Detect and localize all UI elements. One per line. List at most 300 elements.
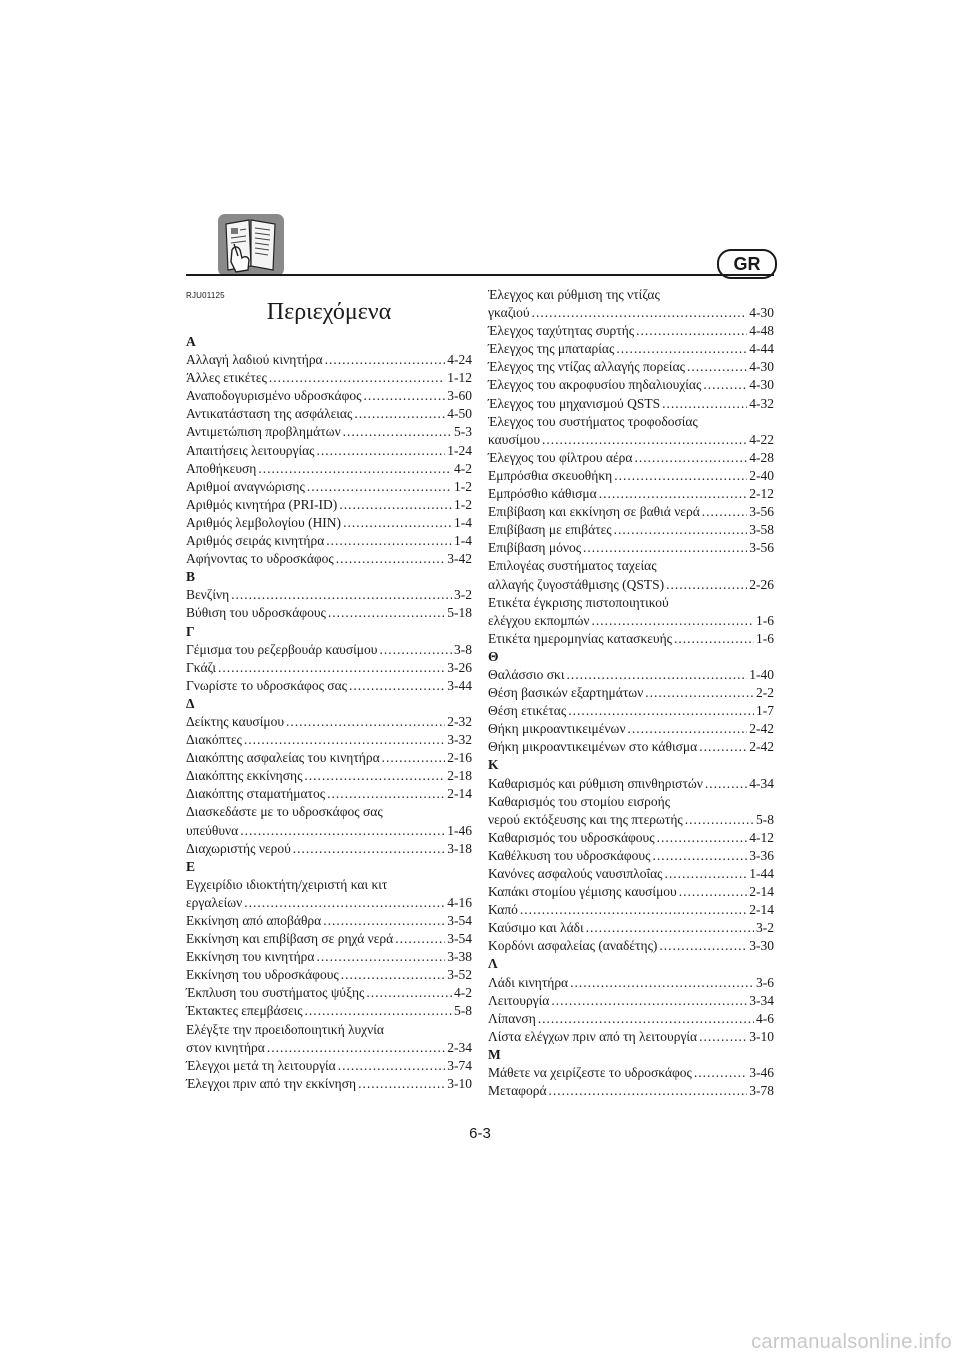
entry-page-ref: 3-26 (447, 659, 472, 675)
toc-entry (186, 532, 472, 550)
toc-entry (488, 775, 774, 793)
entry-label: Λίπανση (488, 1010, 536, 1026)
dot-leader (659, 937, 747, 955)
toc-entry (186, 713, 472, 731)
entry-row (488, 829, 774, 847)
entry-label: Βενζίνη (186, 587, 230, 603)
dot-leader (520, 901, 747, 919)
entry-page-ref: 3-18 (447, 840, 472, 856)
dot-leader (665, 865, 748, 883)
entry-row (488, 684, 774, 702)
entry-page-ref: 3-10 (749, 1028, 774, 1044)
entry-page-ref: 2-42 (749, 739, 774, 755)
dot-leader (568, 702, 754, 720)
toc-entry (186, 876, 472, 912)
dot-leader (338, 1057, 445, 1075)
toc-entry (488, 485, 774, 503)
entry-row (186, 641, 472, 659)
entry-row (186, 550, 472, 568)
entry-label: Κορδόνι ασφαλείας (αναδέτης) (488, 938, 658, 954)
entry-row (488, 1010, 774, 1028)
dot-leader (327, 785, 445, 803)
entry-row (186, 894, 472, 912)
dot-leader (551, 992, 747, 1010)
entry-label: Θήκη μικροαντικειμένων (488, 721, 626, 737)
entry-page-ref: 1-12 (447, 370, 472, 386)
entry-label: Δείκτης καυσίμου (186, 713, 285, 729)
dot-leader (343, 514, 452, 532)
dot-leader (269, 369, 445, 387)
entry-row (186, 442, 472, 460)
page-number: 6-3 (469, 1125, 491, 1142)
entry-row (488, 865, 774, 883)
toc-entry (186, 803, 472, 839)
toc-entry (186, 840, 472, 858)
toc-entry (186, 984, 472, 1002)
entry-page-ref: 2-16 (447, 750, 472, 766)
dot-leader (702, 503, 747, 521)
entry-label: αλλαγής ζυγοστάθμισης (QSTS) (488, 576, 665, 592)
watermark: carmanualsonline.info (751, 1331, 952, 1353)
toc-entry (186, 966, 472, 984)
entry-label-line: Έλεγχος του συστήματος τροφοδοσίας (488, 413, 698, 429)
toc-entry (186, 405, 472, 423)
entry-page-ref: 4-28 (749, 449, 774, 465)
entry-row (186, 1075, 472, 1093)
entry-label: Καπάκι στομίου γέμισης καυσίμου (488, 884, 677, 900)
entry-page-ref: 1-2 (454, 478, 472, 494)
entry-label: Εκκίνηση και επιβίβαση σε ρηχά νερά (186, 931, 394, 947)
toc-entry (488, 992, 774, 1010)
toc-entry (488, 720, 774, 738)
entry-label: Έκπλυση του συστήματος ψύξης (186, 985, 365, 1001)
index-letter: Λ (488, 956, 498, 972)
toc-entry (488, 358, 774, 376)
entry-row (488, 720, 774, 738)
entry-page-ref: 2-14 (447, 786, 472, 802)
entry-label-line: Ελέγξτε την προειδοποιητική λυχνία (186, 1021, 384, 1037)
entry-label: ελέγχου εκπομπών (488, 612, 590, 628)
dot-leader (231, 586, 452, 604)
entry-page-ref: 3-30 (749, 938, 774, 954)
toc-entry (488, 974, 774, 992)
dot-leader (666, 576, 747, 594)
entry-row (488, 340, 774, 358)
dot-leader (566, 666, 747, 684)
toc-entry (488, 630, 774, 648)
entry-label: Έλεγχος ταχύτητας συρτής (488, 323, 635, 339)
entry-label: Αναποδογυρισμένο υδροσκάφος (186, 388, 362, 404)
dot-leader (616, 340, 747, 358)
entry-row (488, 775, 774, 793)
entry-label: Άλλες ετικέτες (186, 370, 267, 386)
dot-leader (258, 460, 452, 478)
entry-row (186, 912, 472, 930)
entry-page-ref: 5-8 (454, 1003, 472, 1019)
entry-page-ref: 4-12 (749, 829, 774, 845)
entry-label: Απαιτήσεις λειτουργίας (186, 442, 315, 458)
index-letter: Κ (488, 757, 499, 773)
toc-entry (488, 467, 774, 485)
entry-row (186, 930, 472, 948)
entry-page-ref: 4-30 (749, 305, 774, 321)
toc-entry (186, 912, 472, 930)
entry-row (186, 659, 472, 677)
entry-row (488, 304, 774, 322)
entry-label: Καθαρισμός και ρύθμιση σπινθηριστών (488, 775, 703, 791)
entry-row (488, 883, 774, 901)
entry-label: Γέμισμα του ρεζερβουάρ καυσίμου (186, 641, 378, 657)
toc-entry (488, 449, 774, 467)
entry-page-ref: 4-30 (749, 377, 774, 393)
entry-label: Θέση βασικών εξαρτημάτων (488, 685, 644, 701)
toc-entry (186, 604, 472, 622)
dot-leader (218, 659, 445, 677)
entry-page-ref: 3-56 (749, 540, 774, 556)
dot-leader (652, 847, 747, 865)
entry-label: Εκκίνηση του υδροσκάφους (186, 967, 339, 983)
entry-label: Κανόνες ασφαλούς ναυσιπλοΐας (488, 866, 663, 881)
dot-leader (591, 612, 754, 630)
dot-leader (662, 395, 747, 413)
entry-label: Καύσιμο και λάδι (488, 920, 584, 936)
entry-page-ref: 1-7 (756, 703, 774, 719)
toc-entry (186, 460, 472, 478)
entry-row (488, 937, 774, 955)
entry-label: Εμπρόσθιο κάθισμα (488, 486, 597, 502)
entry-page-ref: 1-6 (756, 630, 774, 646)
entry-row (186, 405, 472, 423)
dot-leader (307, 478, 452, 496)
entry-label: Έλεγχος του μηχανισμού QSTS (488, 395, 661, 411)
dot-leader (538, 1010, 754, 1028)
entry-label: Αριθμός κινητήρα (PRI-ID) (186, 496, 338, 512)
toc-entry (186, 423, 472, 441)
entry-label-line: Καθαρισμός του στομίου εισροής (488, 793, 671, 809)
toc-entry (488, 521, 774, 539)
entry-row (186, 713, 472, 731)
entry-label: Αντικατάσταση της ασφάλειας (186, 406, 353, 422)
dot-leader (323, 912, 445, 930)
dot-leader (674, 630, 754, 648)
entry-row (186, 478, 472, 496)
entry-row (488, 666, 774, 684)
entry-row (186, 423, 472, 441)
entry-row (488, 1064, 774, 1082)
entry-page-ref: 4-34 (749, 775, 774, 791)
toc-entry (488, 1064, 774, 1082)
entry-row (488, 630, 774, 648)
dot-leader (583, 539, 747, 557)
dot-leader (240, 822, 445, 840)
toc-entry (186, 641, 472, 659)
toc-entry (186, 1057, 472, 1075)
entry-page-ref: 3-60 (447, 388, 472, 404)
dot-leader (326, 532, 452, 550)
dot-leader (532, 304, 748, 322)
toc-entry (186, 731, 472, 749)
toc-entry (488, 919, 774, 937)
entry-row (488, 539, 774, 557)
toc-entry (488, 738, 774, 756)
dot-leader (349, 677, 445, 695)
reading-manual-icon (218, 214, 284, 276)
entry-label: Μεταφορά (488, 1083, 547, 1099)
toc-entry (186, 785, 472, 803)
entry-label: Έλεγχοι πριν από την εκκίνηση (186, 1075, 357, 1091)
entry-page-ref: 3-56 (749, 504, 774, 520)
entry-row (488, 811, 774, 829)
entry-row (186, 840, 472, 858)
index-letter: Α (186, 334, 196, 349)
entry-label: Εκκίνηση του κινητήρα (186, 949, 315, 965)
entry-label: Αριθμός λεμβολογίου (HIN) (186, 514, 342, 530)
dot-leader (599, 485, 748, 503)
entry-row (186, 749, 472, 767)
dot-leader (317, 948, 446, 966)
dot-leader (343, 423, 452, 441)
entry-page-ref: 1-46 (447, 822, 472, 838)
toc-entry (488, 594, 774, 630)
toc-entry (488, 847, 774, 865)
dot-leader (634, 449, 747, 467)
dot-leader (366, 984, 452, 1002)
dot-leader (679, 883, 748, 901)
dot-leader (244, 731, 445, 749)
entry-label: Εμπρόσθια σκευοθήκη (488, 467, 613, 483)
entry-page-ref: 3-2 (756, 920, 774, 936)
entry-label: Αποθήκευση (186, 460, 257, 476)
entry-label: Λάδι κινητήρα (488, 974, 569, 990)
entry-page-ref: 4-2 (454, 985, 472, 1001)
entry-page-ref: 3-32 (447, 732, 472, 748)
entry-page-ref: 4-30 (749, 359, 774, 375)
toc-entry (488, 702, 774, 720)
entry-page-ref: 4-2 (454, 460, 472, 476)
toc-entry (186, 550, 472, 568)
entry-row (488, 376, 774, 394)
toc-entry (488, 937, 774, 955)
entry-row (488, 1028, 774, 1046)
index-letter: Δ (186, 695, 195, 711)
toc-column-left (186, 333, 472, 1093)
toc-entry (186, 496, 472, 514)
entry-row (488, 901, 774, 919)
entry-page-ref: 2-26 (749, 576, 774, 592)
dot-leader (570, 974, 754, 992)
entry-page-ref: 1-6 (756, 612, 774, 628)
entry-row (488, 992, 774, 1010)
entry-page-ref: 1-4 (454, 533, 472, 549)
entry-page-ref: 5-3 (454, 424, 472, 440)
entry-row (186, 966, 472, 984)
entry-label: Αριθμοί αναγνώρισης (186, 478, 305, 494)
dot-leader (328, 604, 445, 622)
index-letter: Θ (488, 648, 499, 664)
entry-row (186, 604, 472, 622)
dot-leader (325, 351, 446, 369)
entry-row (186, 1002, 472, 1020)
dot-leader (293, 840, 445, 858)
entry-page-ref: 1-44 (749, 866, 774, 881)
entry-row (186, 1057, 472, 1075)
entry-row (186, 369, 472, 387)
entry-page-ref: 3-46 (749, 1065, 774, 1081)
entry-page-ref: 4-24 (447, 352, 472, 368)
entry-row (488, 847, 774, 865)
toc-entry (488, 865, 774, 883)
entry-row (186, 767, 472, 785)
entry-label: Ετικέτα ημερομηνίας κατασκευής (488, 630, 673, 646)
dot-leader (699, 738, 747, 756)
entry-label: Αφήνοντας το υδροσκάφος (186, 551, 334, 567)
toc-entry (186, 387, 472, 405)
entry-label: Θέση ετικέτας (488, 703, 567, 719)
toc-entry (186, 369, 472, 387)
toc-entry (186, 1021, 472, 1057)
entry-label-line: Ετικέτα έγκρισης πιστοποιητικού (488, 594, 669, 610)
entry-label: νερού εκτόξευσης και της πτερωτής (488, 811, 683, 827)
entry-page-ref: 2-34 (447, 1039, 472, 1055)
entry-page-ref: 3-42 (447, 551, 472, 567)
toc-entry (186, 442, 472, 460)
entry-row (186, 586, 472, 604)
entry-page-ref: 4-32 (749, 395, 774, 411)
entry-row (186, 984, 472, 1002)
page-title: Περιεχόμενα (266, 299, 392, 325)
toc-entry (488, 666, 774, 684)
entry-page-ref: 3-2 (454, 587, 472, 603)
entry-row (488, 738, 774, 756)
toc-entry (488, 503, 774, 521)
dot-leader (379, 641, 452, 659)
entry-row (186, 822, 472, 840)
dot-leader (341, 966, 446, 984)
entry-page-ref: 3-78 (749, 1083, 774, 1099)
entry-page-ref: 3-10 (447, 1075, 472, 1091)
dot-leader (286, 713, 445, 731)
toc-entry (186, 478, 472, 496)
entry-label: Μάθετε να χειρίζεστε το υδροσκάφος (488, 1065, 692, 1081)
toc-entry (488, 883, 774, 901)
entry-label: Διακόπτες (186, 732, 242, 748)
entry-row (186, 387, 472, 405)
toc-entry (488, 413, 774, 449)
toc-entry (186, 767, 472, 785)
dot-leader (336, 550, 445, 568)
entry-page-ref: 1-40 (749, 666, 774, 682)
dot-leader (703, 376, 747, 394)
dot-leader (305, 1002, 452, 1020)
dot-leader (586, 919, 754, 937)
entry-row (186, 496, 472, 514)
entry-label: υπεύθυνα (186, 822, 239, 838)
entry-row (186, 731, 472, 749)
entry-label: Θαλάσσιο σκι (488, 666, 565, 682)
entry-label: στον κινητήρα (186, 1039, 265, 1055)
toc-entry (488, 1082, 774, 1100)
entry-row (186, 677, 472, 695)
entry-page-ref: 4-16 (447, 894, 472, 910)
entry-row (186, 948, 472, 966)
toc-entry (186, 749, 472, 767)
dot-leader (317, 442, 446, 460)
entry-label-line: Έλεγχος και ρύθμιση της ντίζας (488, 287, 660, 302)
dot-leader (694, 1064, 747, 1082)
toc-entry (186, 514, 472, 532)
toc-entry (488, 322, 774, 340)
index-letter: Β (186, 569, 196, 585)
dot-leader (699, 1028, 747, 1046)
entry-label: Έλεγχος του φίλτρου αέρα (488, 449, 633, 465)
entry-row (488, 395, 774, 413)
dot-leader (244, 894, 445, 912)
entry-label: Αριθμός σειράς κινητήρα (186, 533, 325, 549)
dot-leader (542, 431, 747, 449)
toc-entry (186, 586, 472, 604)
entry-label: Διαχωριστής νερού (186, 840, 291, 856)
entry-label: Έλεγχος της ντίζας αλλαγής πορείας (488, 359, 685, 375)
entry-page-ref: 1-24 (447, 442, 472, 458)
entry-row (488, 974, 774, 992)
entry-label: Έκτακτες επεμβάσεις (186, 1003, 303, 1019)
entry-page-ref: 4-50 (447, 406, 472, 422)
entry-row (488, 485, 774, 503)
entry-row (488, 449, 774, 467)
entry-page-ref: 3-36 (749, 847, 774, 863)
entry-page-ref: 1-2 (454, 496, 472, 512)
entry-label: Διακόπτης σταματήματος (186, 786, 326, 802)
entry-page-ref: 2-18 (447, 768, 472, 784)
entry-row (186, 1039, 472, 1057)
entry-label: γκαζιού (488, 305, 530, 321)
toc-entry (488, 340, 774, 358)
entry-label: Βύθιση του υδροσκάφους (186, 605, 326, 621)
dot-leader (382, 749, 446, 767)
dot-leader (364, 387, 446, 405)
entry-label: Εκκίνηση από αποβάθρα (186, 913, 322, 928)
entry-page-ref: 2-42 (749, 721, 774, 737)
dot-leader (705, 775, 747, 793)
dot-leader (645, 684, 754, 702)
entry-label-line: Διασκεδάστε με το υδροσκάφος σας (186, 804, 383, 820)
toc-entry (488, 1010, 774, 1028)
toc-entry (186, 930, 472, 948)
entry-page-ref: 2-14 (749, 884, 774, 900)
entry-page-ref: 3-38 (447, 949, 472, 965)
entry-row (488, 503, 774, 521)
dot-leader (267, 1039, 445, 1057)
entry-row (488, 1082, 774, 1100)
toc-entry (488, 539, 774, 557)
entry-page-ref: 2-12 (749, 486, 774, 502)
entry-page-ref: 2-14 (749, 902, 774, 918)
entry-label-line: Εγχειρίδιο ιδιοκτήτη/χειριστή και κιτ (186, 876, 388, 892)
dot-leader (549, 1082, 748, 1100)
entry-page-ref: 3-34 (749, 992, 774, 1008)
entry-label: Θήκη μικροαντικειμένων στο κάθισμα (488, 739, 698, 755)
entry-row (488, 521, 774, 539)
dot-leader (395, 930, 445, 948)
toc-entry (488, 684, 774, 702)
entry-page-ref: 3-52 (447, 967, 472, 983)
toc-entry (186, 659, 472, 677)
entry-label: Λειτουργία (488, 992, 550, 1008)
dot-leader (614, 467, 747, 485)
entry-label: καυσίμου (488, 431, 541, 447)
dot-leader (339, 496, 452, 514)
entry-row (488, 576, 774, 594)
